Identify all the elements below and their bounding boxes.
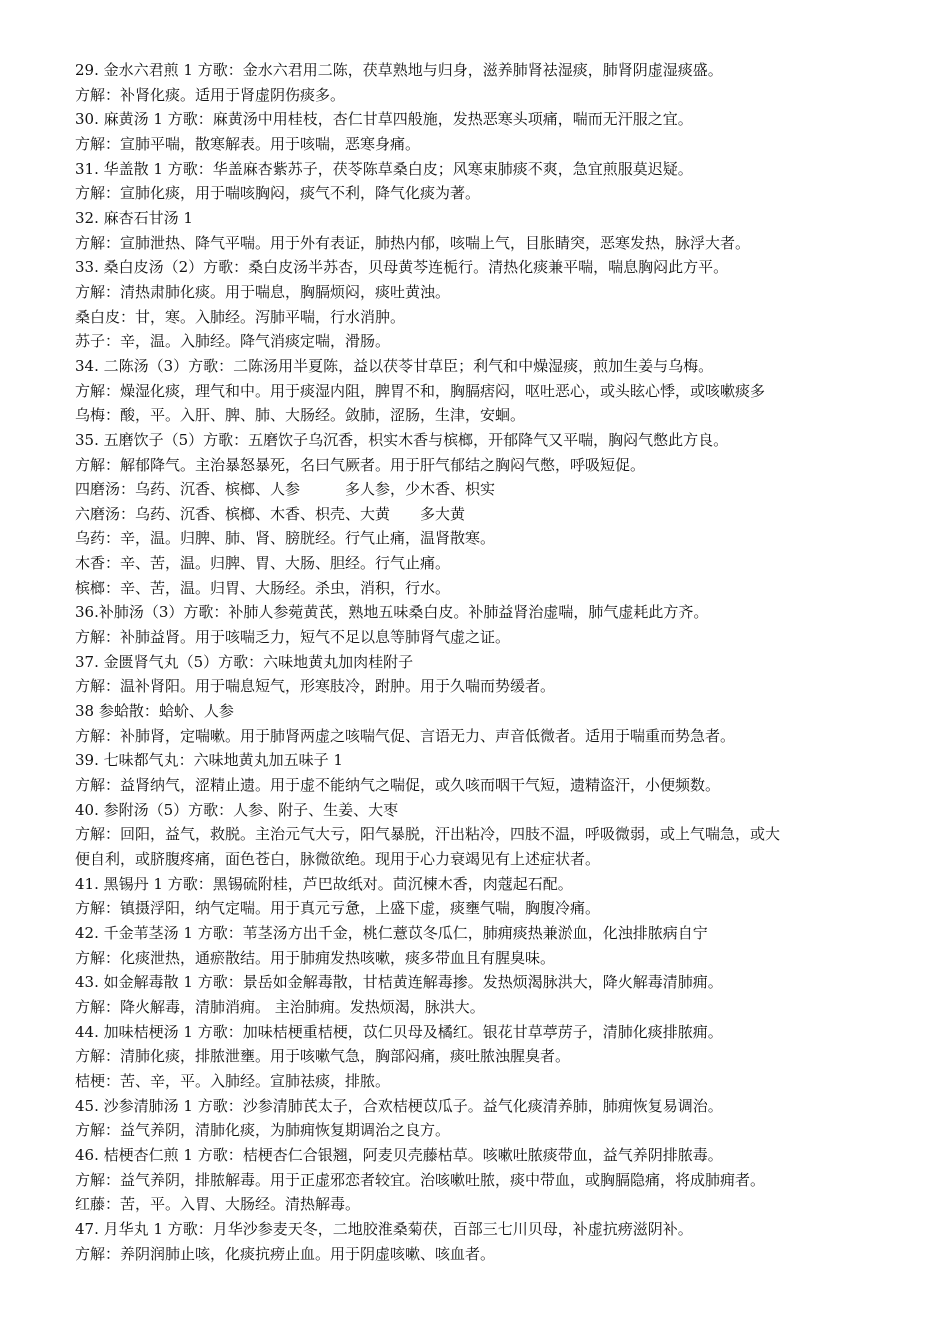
text-line: 方解：清肺化痰，排脓泄壅。用于咳嗽气急，胸部闷痛，痰吐脓浊腥臭者。 <box>75 1047 571 1066</box>
text-line: 方解：益气养阴，排脓解毒。用于正虚邪恋者较宜。治咳嗽吐脓，痰中带血，或胸膈隐痛，将成肺痈者。 <box>75 1170 766 1189</box>
text-line: 木香：辛、苦，温。归脾、胃、大肠、胆经。行气止痛。 <box>75 554 451 573</box>
text-line: 44. 加味桔梗汤 1 方歌：加味桔梗重桔梗，苡仁贝母及橘红。银花甘草葶苈子，清肺化痰排脓痈。 <box>75 1022 723 1041</box>
text-line: 槟榔：辛、苦，温。归胃、大肠经。杀虫，消积，行水。 <box>75 578 451 597</box>
text-line: 方解：宣肺化痰，用于喘咳胸闷，痰气不利，降气化痰为著。 <box>75 184 481 203</box>
text-line: 方解：补肺肾，定喘嗽。用于肺肾两虚之咳喘气促、言语无力、声音低微者。适用于喘重而势急者。 <box>75 726 736 745</box>
text-line: 29. 金水六君煎 1 方歌：金水六君用二陈，茯草熟地与归身，滋养肺肾祛湿痰，肺肾阴虚湿痰盛。 <box>75 61 723 79</box>
text-line: 33. 桑白皮汤（2）方歌：桑白皮汤半苏杏，贝母黄芩连栀行。清热化痰兼平喘，喘息胸闷此方平。 <box>75 258 729 277</box>
text-line: 方解：降火解毒，清肺消痈。 主治肺痈。发热烦渴，脉洪大。 <box>75 997 485 1016</box>
text-line: 方解：燥湿化痰，理气和中。用于痰湿内阻，脾胃不和，胸膈痞闷，呕吐恶心，或头眩心悸，或咳嗽痰多 <box>75 381 766 400</box>
text-line: 方解：养阴润肺止咳，化痰抗痨止血。用于阴虚咳嗽、咳血者。 <box>75 1244 496 1263</box>
text-line: 45. 沙参清肺汤 1 方歌：沙参清肺芪太子，合欢桔梗苡瓜子。益气化痰清养肺，肺痈恢复易调治。 <box>75 1096 723 1115</box>
text-line: 红藤：苦，平。入胃、大肠经。清热解毒。 <box>75 1195 361 1214</box>
text-line: 35. 五磨饮子（5）方歌：五磨饮子乌沉香，枳实木香与槟榔，开郁降气又平喘，胸闷气憋此方良。 <box>75 430 729 449</box>
text-line: 方解：补肾化痰。适用于肾虚阴伤痰多。 <box>75 85 346 104</box>
text-line: 苏子：辛，温。入肺经。降气消痰定喘，滑肠。 <box>75 332 391 351</box>
text-line: 38 参蛤散：蛤蚧、人参 <box>75 702 234 721</box>
text-line: 37. 金匮肾气丸（5）方歌：六味地黄丸加肉桂附子 <box>75 652 414 671</box>
text-line: 34. 二陈汤（3）方歌：二陈汤用半夏陈，益以茯苓甘草臣；利气和中燥湿痰，煎加生姜与乌梅。 <box>75 356 714 375</box>
text-line: 方解：解郁降气。主治暴怒暴死，名曰气厥者。用于肝气郁结之胸闷气憋，呼吸短促。 <box>75 455 646 474</box>
text-line: 31. 华盖散 1 方歌：华盖麻杏紫苏子，茯苓陈草桑白皮；风寒束肺痰不爽，急宜煎服莫迟疑。 <box>75 159 693 178</box>
text-line: 方解：回阳，益气，救脱。主治元气大亏，阳气暴脱，汗出粘冷，四肢不温，呼吸微弱，或上气喘急，或大 <box>75 825 781 844</box>
text-line: 42. 千金苇茎汤 1 方歌：苇茎汤方出千金，桃仁薏苡冬瓜仁，肺痈痰热兼淤血，化浊排脓病自宁 <box>75 923 708 942</box>
text-line: 乌梅：酸，平。入肝、脾、肺、大肠经。敛肺，涩肠，生津，安蛔。 <box>75 406 526 425</box>
text-line: 46. 桔梗杏仁煎 1 方歌：桔梗杏仁合银翘，阿麦贝壳藤枯草。咳嗽吐脓痰带血，益气养阴排脓毒。 <box>75 1145 723 1164</box>
text-line: 乌药：辛，温。归脾、肺、肾、膀胱经。行气止痛，温肾散寒。 <box>75 529 496 548</box>
text-line: 41. 黑锡丹 1 方歌：黑锡硫附桂，芦巴故纸对。茴沉楝木香，肉蔻起石配。 <box>75 874 573 893</box>
text-line: 方解：益气养阴，清肺化痰，为肺痈恢复期调治之良方。 <box>75 1121 451 1140</box>
text-line: 方解：清热肃肺化痰。用于喘息，胸膈烦闷，痰吐黄浊。 <box>75 282 451 301</box>
text-line: 方解：化痰泄热，通瘀散结。用于肺痈发热咳嗽，痰多带血且有腥臭味。 <box>75 948 556 967</box>
text-line: 桔梗：苦、辛，平。入肺经。宣肺祛痰，排脓。 <box>75 1071 391 1090</box>
text-line: 四磨汤：乌药、沉香、槟榔、人参 多人参，少木香、枳实 <box>75 480 496 499</box>
text-line: 方解：宣肺泄热、降气平喘。用于外有表证，肺热内郁，咳喘上气，目胀睛突，恶寒发热，脉浮大者。 <box>75 233 751 252</box>
text-line: 六磨汤：乌药、沉香、槟榔、木香、枳壳、大黄 多大黄 <box>75 504 466 523</box>
text-line: 方解：镇摄浮阳，纳气定喘。用于真元亏惫，上盛下虚，痰壅气喘，胸腹冷痛。 <box>75 899 601 918</box>
text-line: 32. 麻杏石甘汤 1 <box>75 208 193 227</box>
text-line: 30. 麻黄汤 1 方歌：麻黄汤中用桂枝，杏仁甘草四般施，发热恶寒头项痛，喘而无汗服之宜。 <box>75 110 693 129</box>
text-line: 40. 参附汤（5）方歌：人参、附子、生姜、大枣 <box>75 800 399 819</box>
text-line: 便自利，或脐腹疼痛，面色苍白，脉微欲绝。现用于心力衰竭见有上述症状者。 <box>75 850 601 868</box>
text-line: 方解：益肾纳气，涩精止遗。用于虚不能纳气之喘促，或久咳而咽干气短，遗精盗汗，小便频数。 <box>75 776 721 795</box>
text-line: 39. 七味都气丸：六味地黄丸加五味子 1 <box>75 751 343 770</box>
text-line: 方解：补肺益肾。用于咳喘乏力，短气不足以息等肺肾气虚之证。 <box>75 628 511 647</box>
document-page <box>75 58 920 1266</box>
text-line: 47. 月华丸 1 方歌：月华沙参麦天冬，二地胶淮桑菊茯，百部三七川贝母，补虚抗痨滋阴补。 <box>75 1219 693 1238</box>
text-line: 方解：温补肾阳。用于喘息短气，形寒肢冷，跗肿。用于久喘而势缓者。 <box>75 677 556 696</box>
text-line: 36.补肺汤（3）方歌：补肺人参菀黄芪，熟地五味桑白皮。补肺益肾治虚喘，肺气虚耗此方齐。 <box>75 603 709 622</box>
text-line: 43. 如金解毒散 1 方歌：景岳如金解毒散，甘桔黄连解毒掺。发热烦渴脉洪大，降火解毒清肺痈。 <box>75 973 723 992</box>
text-line: 方解：宣肺平喘，散寒解表。用于咳喘，恶寒身痛。 <box>75 134 421 153</box>
text-line: 桑白皮：甘，寒。入肺经。泻肺平喘，行水消肿。 <box>75 307 406 326</box>
